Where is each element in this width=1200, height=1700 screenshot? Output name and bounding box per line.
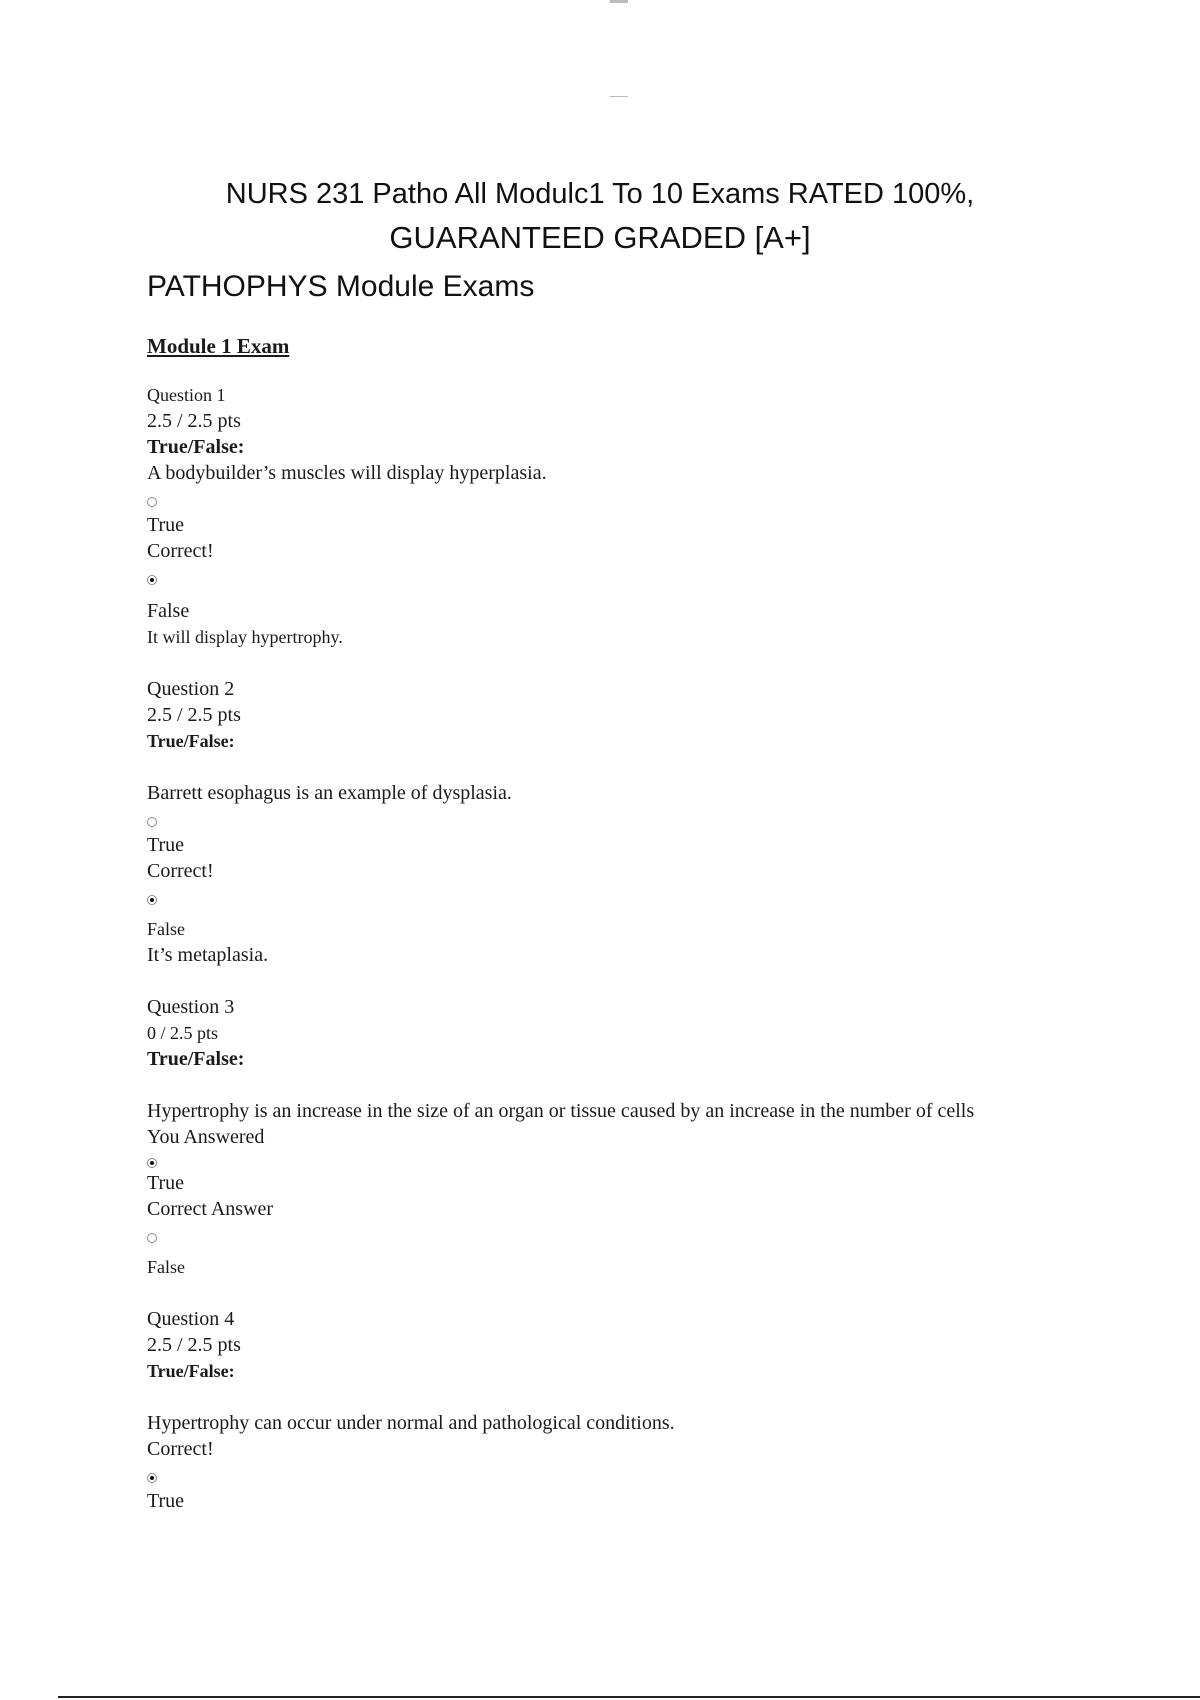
you-answered-marker: You Answered (147, 1126, 265, 1148)
question-text: A bodybuilder’s muscles will display hyperplasia. (147, 462, 547, 484)
option-true: True (147, 514, 185, 536)
question-label: Question 1 (147, 385, 226, 405)
radio-unselected-icon[interactable] (147, 817, 157, 827)
answer-note: It will display hypertrophy. (147, 627, 343, 647)
radio-selected-icon[interactable] (147, 575, 157, 585)
option-true: True (147, 1172, 185, 1194)
scan-mark-top (610, 0, 628, 3)
question-score: 2.5 / 2.5 pts (147, 410, 241, 432)
question-text: Hypertrophy is an increase in the size of an organ or tissue caused by an increase in the number of cells (147, 1100, 975, 1122)
option-false: False (147, 919, 185, 939)
option-true: True (147, 834, 185, 856)
question-text: Barrett esophagus is an example of dysplasia. (147, 782, 512, 804)
doc-title-line-1: NURS 231 Patho All Modulc1 To 10 Exams RATED 100%, (225, 178, 975, 210)
question-score: 2.5 / 2.5 pts (147, 1334, 241, 1356)
option-false: False (147, 1257, 185, 1277)
option-false: False (147, 600, 190, 622)
question-block (147, 1306, 1147, 1514)
question-block (147, 994, 1147, 1280)
question-block (147, 676, 1147, 968)
question-type: True/False: (147, 731, 235, 751)
question-score: 0 / 2.5 pts (147, 1023, 219, 1043)
question-type: True/False: (147, 1361, 235, 1381)
question-label: Question 2 (147, 678, 235, 700)
radio-selected-icon[interactable] (147, 895, 157, 905)
section-title: Module 1 Exam (147, 334, 290, 358)
question-text: Hypertrophy can occur under normal and pathological conditions. (147, 1412, 675, 1434)
question-label: Question 3 (147, 996, 235, 1018)
radio-unselected-icon[interactable] (147, 497, 157, 507)
correct-marker: Correct! (147, 1438, 214, 1460)
correct-marker: Correct! (147, 540, 214, 562)
question-score: 2.5 / 2.5 pts (147, 704, 241, 726)
radio-selected-icon[interactable] (147, 1158, 157, 1168)
doc-title-line-2: GUARANTEED GRADED [A+] (389, 220, 811, 255)
doc-subtitle: PATHOPHYS Module Exams (147, 270, 535, 303)
radio-selected-icon[interactable] (147, 1473, 157, 1483)
question-type: True/False: (147, 436, 245, 458)
correct-marker: Correct! (147, 860, 214, 882)
question-block (147, 382, 1147, 650)
question-type: True/False: (147, 1048, 245, 1070)
scan-mark-second (610, 96, 628, 97)
correct-answer-marker: Correct Answer (147, 1198, 274, 1220)
exam-content (147, 382, 1147, 1514)
question-label: Question 4 (147, 1308, 235, 1330)
footer-divider (58, 1696, 1200, 1698)
option-true: True (147, 1490, 185, 1512)
radio-unselected-icon[interactable] (147, 1233, 157, 1243)
answer-note: It’s metaplasia. (147, 944, 269, 966)
